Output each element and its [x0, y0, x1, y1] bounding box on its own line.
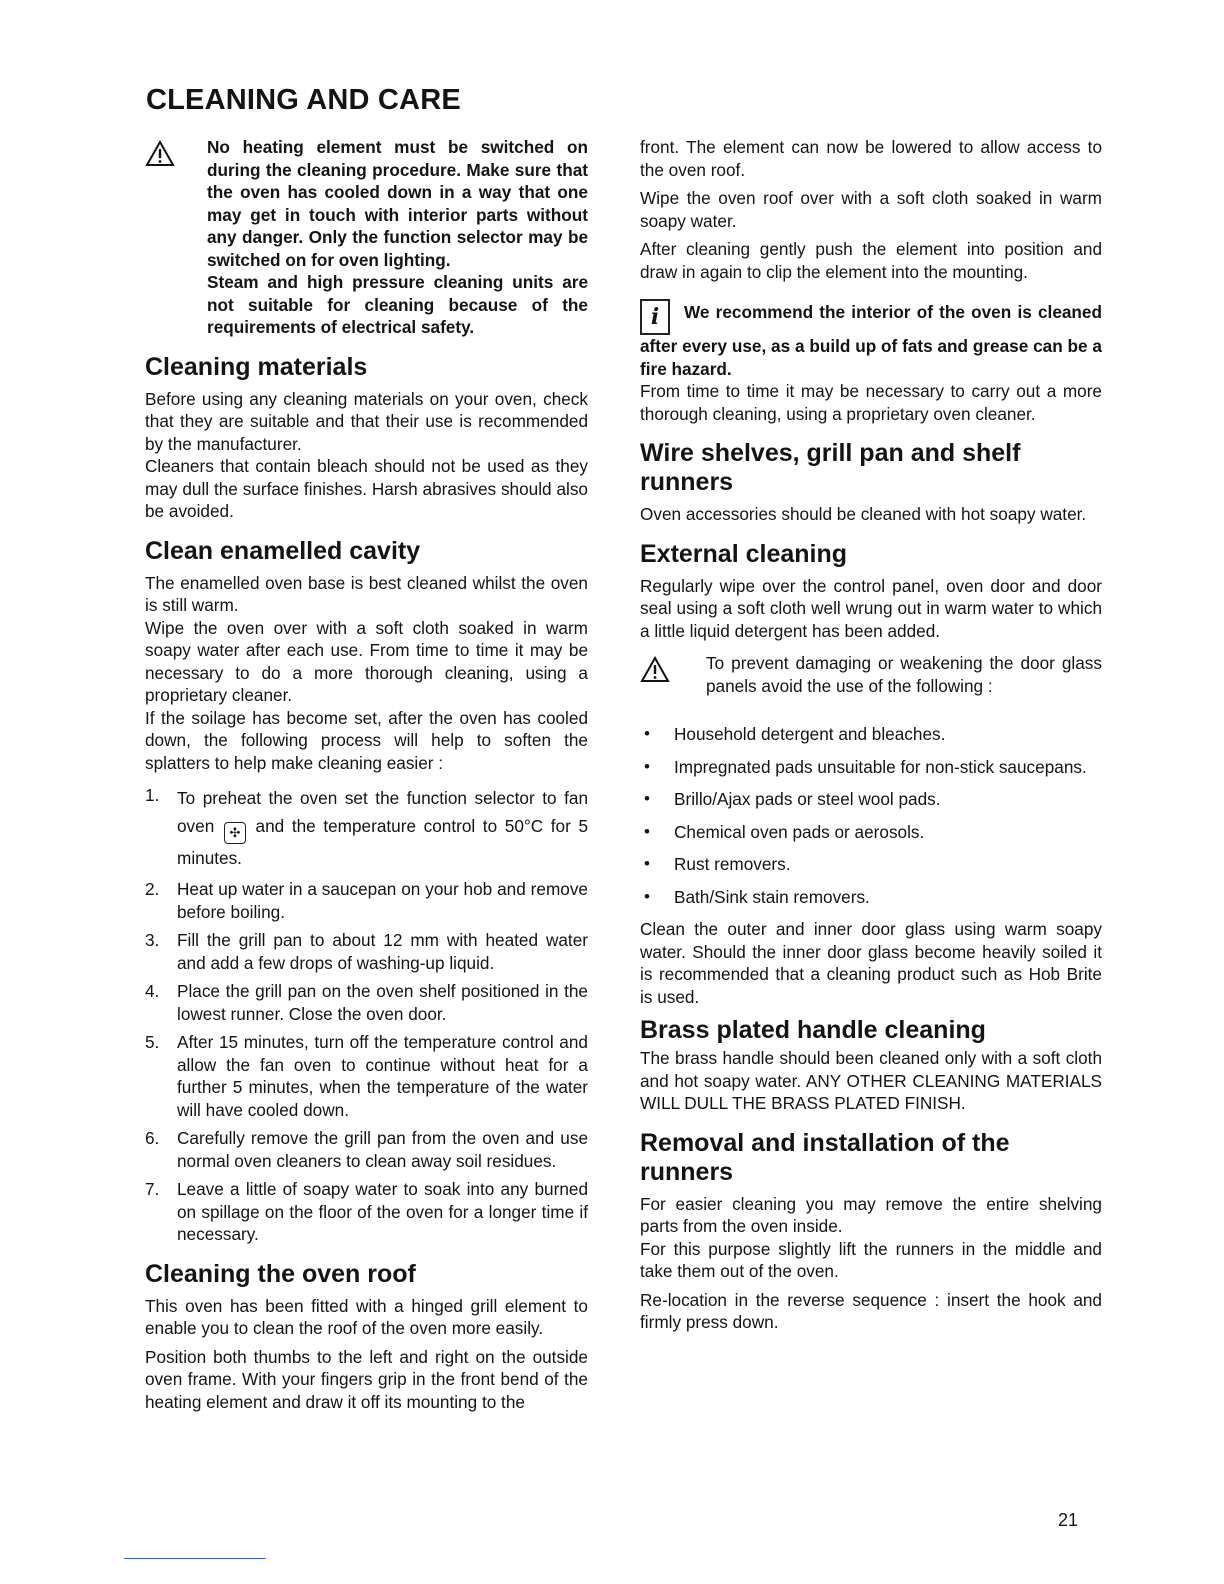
- avoid-list: [640, 723, 1102, 908]
- list-item: [145, 1031, 588, 1121]
- list-item: [145, 784, 588, 872]
- cavity-paragraph-1: The enamelled oven base is best cleaned whilst the oven is still warm.: [145, 572, 588, 615]
- roof-paragraph-2: Position both thumbs to the left and right on the outside oven frame. With your fingers grip in the front bend of the heating element and draw it off its mounting to the: [145, 1346, 588, 1412]
- info-icon: i: [640, 299, 670, 335]
- heading-external-cleaning: External cleaning: [640, 539, 848, 568]
- footer-divider: [124, 1558, 266, 1559]
- materials-paragraph-2: Cleaners that contain bleach should not be used as they may dull the surface finishes. Harsh abrasives should also be avoided.: [145, 456, 588, 521]
- step-text: Fill the grill pan to about 12 mm with heated water and add a few drops of washing-up liquid.: [177, 930, 588, 973]
- warning-text-heating: No heating element must be switched on during the cleaning procedure. Make sure that the oven has cooled down in a way that one may get in touch with interior parts without any danger. Only the function selector may be switched on for oven lighting.: [207, 137, 588, 270]
- cleaning-steps-list: [145, 784, 588, 1246]
- roof-paragraph-1: This oven has been fitted with a hinged grill element to enable you to clean the roof of the oven more easily.: [145, 1295, 588, 1338]
- list-item: [145, 1178, 588, 1246]
- cavity-paragraph-3: If the soilage has become set, after the oven has cooled down, the following process will help to soften the splatters to help make cleaning easier :: [145, 707, 588, 773]
- page-title: CLEANING AND CARE: [146, 84, 461, 116]
- step-number: 7.: [145, 1179, 160, 1199]
- fan-oven-icon: ✣: [224, 822, 246, 844]
- heading-wire-shelves: Wire shelves, grill pan and shelf runners: [640, 439, 1021, 496]
- bullet-icon: •: [644, 724, 650, 743]
- step1-text-a: To preheat the oven set the function selector to fan oven: [177, 788, 588, 836]
- cavity-paragraph-2: Wipe the oven over with a soft cloth soaked in warm soapy water after each use. From time to time it may be necessary to do a more thorough cleaning, using a proprietary cleaner.: [145, 617, 588, 705]
- roof-paragraph-3: front. The element can now be lowered to allow access to the oven roof.: [640, 137, 1102, 180]
- step-text: After 15 minutes, turn off the temperature control and allow the fan oven to continue without heat for a further 5 minutes, when the temperature of the water will have cooled down.: [177, 1032, 588, 1120]
- list-item: [640, 886, 1102, 909]
- avoid-item-text: Household detergent and bleaches.: [674, 724, 946, 744]
- glass-warning-text: To prevent damaging or weakening the door glass panels avoid the use of the following :: [706, 653, 1102, 696]
- info-note: [640, 299, 1102, 380]
- info-paragraph-2: From time to time it may be necessary to carry out a more thorough cleaning, using a proprietary oven cleaner.: [640, 381, 1102, 424]
- step-number: 6.: [145, 1128, 160, 1148]
- step-text: Leave a little of soapy water to soak into any burned on spillage on the floor of the oven for a longer time if necessary.: [177, 1179, 588, 1244]
- glass-paragraph: Clean the outer and inner door glass using warm soapy water. Should the inner door glass become heavily soiled it is recommended that a cleaning product such as Hob Brite is used.: [640, 919, 1102, 1007]
- page-number: 21: [1058, 1510, 1079, 1530]
- heading-cleaning-materials: Cleaning materials: [145, 352, 368, 381]
- left-column: [145, 136, 588, 1413]
- bullet-icon: •: [644, 821, 650, 841]
- bullet-icon: •: [644, 756, 650, 776]
- heading-enamelled-cavity: Clean enamelled cavity: [145, 536, 421, 565]
- bullet-icon: •: [644, 886, 650, 906]
- list-item: [145, 878, 588, 923]
- step-number: 3.: [145, 930, 160, 950]
- heading-brass-handle: Brass plated handle cleaning: [640, 1016, 986, 1044]
- bullet-icon: •: [644, 854, 650, 873]
- right-column: [640, 136, 1102, 1334]
- safety-warning: [145, 136, 588, 339]
- runners-paragraph-1: For easier cleaning you may remove the entire shelving parts from the oven inside.: [640, 1193, 1102, 1236]
- roof-paragraph-5: After cleaning gently push the element into position and draw in again to clip the element into the mounting.: [640, 239, 1102, 282]
- runners-paragraph-2: For this purpose slightly lift the runners in the middle and take them out of the oven.: [640, 1238, 1102, 1281]
- list-item: [640, 853, 1102, 876]
- list-item: [640, 788, 1102, 811]
- avoid-item-text: Brillo/Ajax pads or steel wool pads.: [674, 789, 941, 809]
- materials-paragraph-1: Before using any cleaning materials on your oven, check that they are suitable and that their use is recommended by the manufacturer.: [145, 388, 588, 454]
- list-item: [640, 723, 1102, 746]
- warning-text-steam: Steam and high pressure cleaning units are not suitable for cleaning because of the requirements of electrical safety.: [207, 272, 588, 337]
- avoid-item-text: Bath/Sink stain removers.: [674, 886, 870, 907]
- heading-oven-roof: Cleaning the oven roof: [145, 1259, 416, 1288]
- wire-paragraph: Oven accessories should be cleaned with hot soapy water.: [640, 504, 1087, 524]
- step-number: 5.: [145, 1032, 160, 1052]
- step-text: Heat up water in a saucepan on your hob and remove before boiling.: [177, 879, 588, 922]
- avoid-item-text: Chemical oven pads or aerosols.: [674, 821, 925, 842]
- step-number: 1.: [145, 785, 160, 805]
- glass-warning: [640, 652, 1102, 697]
- external-paragraph: Regularly wipe over the control panel, oven door and door seal using a soft cloth well wrung out in warm water to which a little liquid detergent has been added.: [640, 575, 1102, 641]
- avoid-item-text: Impregnated pads unsuitable for non-stick saucepans.: [674, 756, 1087, 777]
- step1-text-b: and the temperature control to 50°C for 5 minutes.: [177, 816, 589, 868]
- list-item: [145, 1127, 588, 1172]
- bullet-icon: •: [644, 789, 650, 808]
- list-item: [640, 821, 1102, 844]
- brass-paragraph: The brass handle should been cleaned only with a soft cloth and hot soapy water. ANY OTHER CLEANING MATERIALS WILL DULL THE BRASS PLATED FINISH.: [640, 1048, 1102, 1113]
- list-item: [145, 980, 588, 1025]
- avoid-item-text: Rust removers.: [674, 854, 791, 874]
- info-note-text: We recommend the interior of the oven is cleaned after every use, as a build up of fats and grease can be a fire hazard.: [640, 302, 1102, 379]
- list-item: [640, 756, 1102, 779]
- runners-paragraph-3: Re-location in the reverse sequence : insert the hook and firmly press down.: [640, 1289, 1102, 1332]
- step-text: Carefully remove the grill pan from the oven and use normal oven cleaners to clean away soil residues.: [177, 1128, 588, 1171]
- step-number: 2.: [145, 879, 160, 899]
- warning-triangle-icon: [145, 140, 175, 167]
- step-number: 4.: [145, 981, 160, 1001]
- heading-runners: Removal and installation of the runners: [640, 1128, 1010, 1186]
- step-text: [177, 784, 588, 872]
- list-item: [145, 929, 588, 974]
- roof-paragraph-4: Wipe the oven roof over with a soft cloth soaked in warm soapy water.: [640, 188, 1102, 231]
- step-text: Place the grill pan on the oven shelf positioned in the lowest runner. Close the oven door.: [177, 981, 588, 1024]
- warning-triangle-icon: [640, 656, 670, 683]
